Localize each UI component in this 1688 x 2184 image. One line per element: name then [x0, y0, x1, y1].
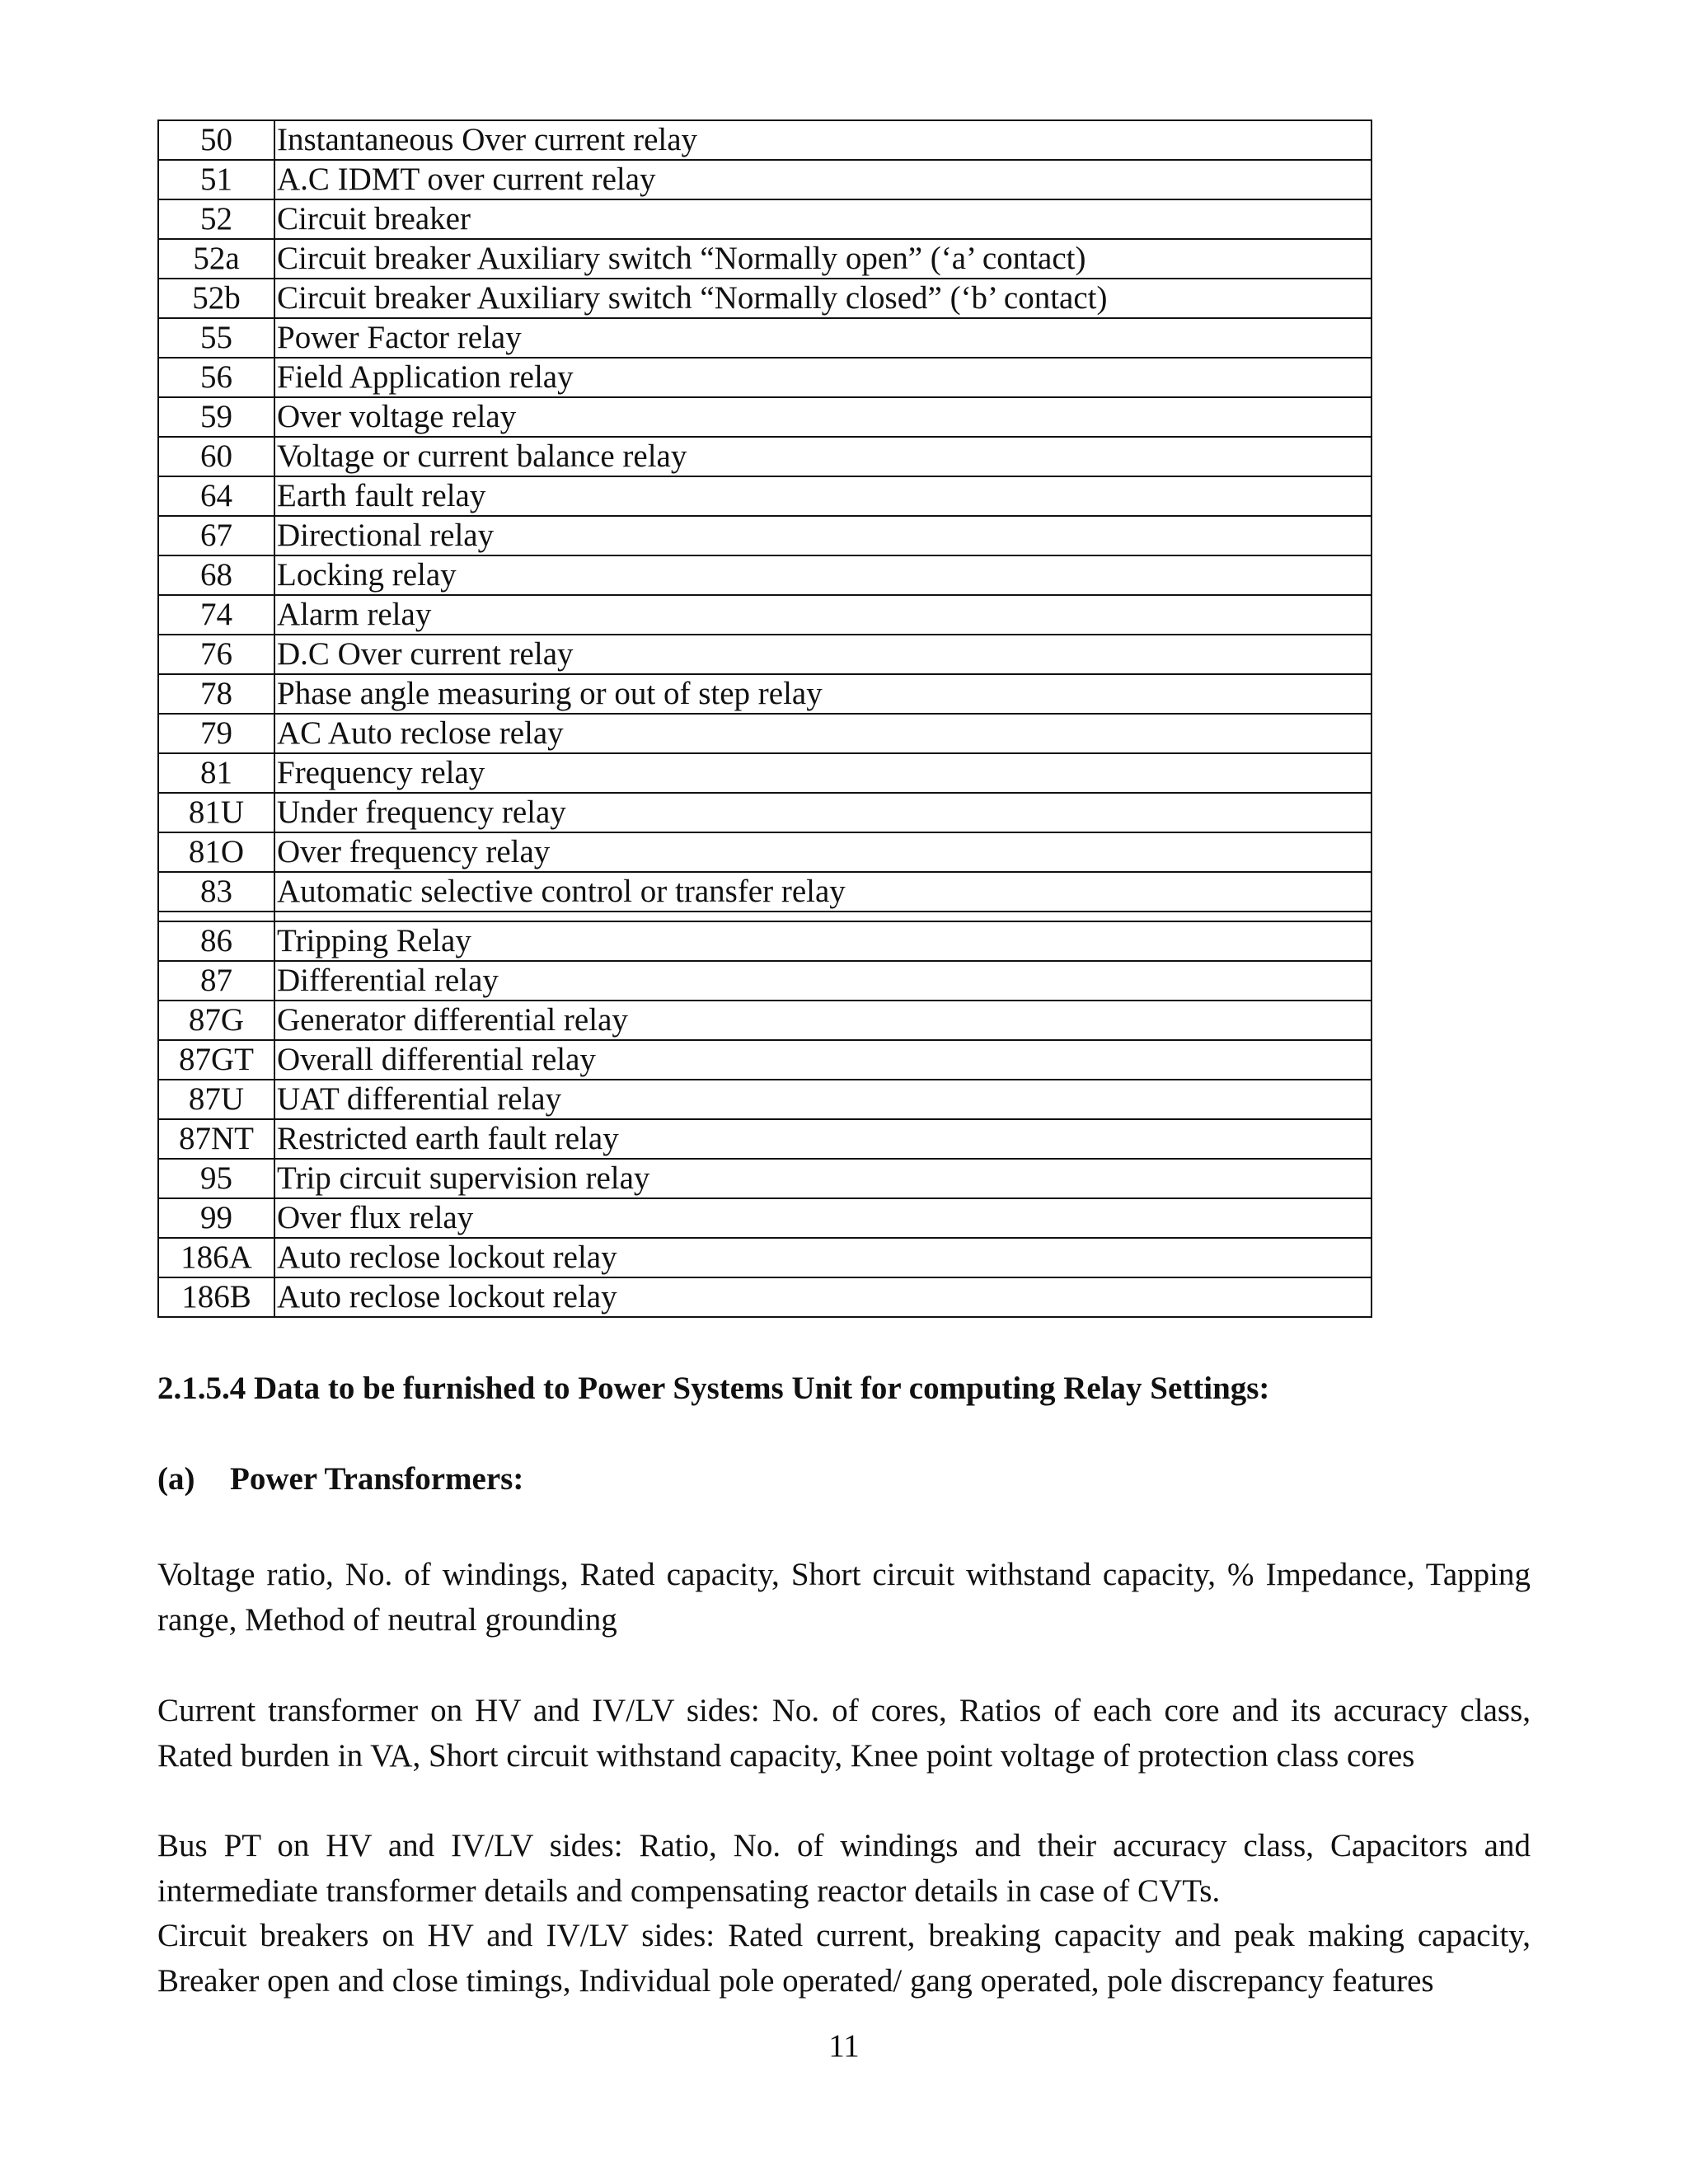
- subsection-marker: (a): [157, 1461, 195, 1497]
- relay-code: 68: [158, 555, 274, 595]
- relay-description: Locking relay: [274, 555, 1372, 595]
- relay-code: 87GT: [158, 1040, 274, 1080]
- relay-description: A.C IDMT over current relay: [274, 160, 1372, 199]
- relay-description: Under frequency relay: [274, 793, 1372, 832]
- table-row: [158, 239, 1372, 279]
- relay-description: Auto reclose lockout relay: [274, 1277, 1372, 1317]
- relay-code: 87G: [158, 1001, 274, 1040]
- table-row: [158, 674, 1372, 714]
- relay-code: 52a: [158, 239, 274, 279]
- relay-code: 51: [158, 160, 274, 199]
- relay-code-table: [157, 120, 1372, 1318]
- relay-description: Trip circuit supervision relay: [274, 1159, 1372, 1198]
- relay-description: Alarm relay: [274, 595, 1372, 635]
- page-number: 11: [828, 2028, 860, 2064]
- relay-description: Auto reclose lockout relay: [274, 1238, 1372, 1277]
- relay-description: Field Application relay: [274, 358, 1372, 397]
- table-row: [158, 318, 1372, 358]
- table-row: [158, 516, 1372, 555]
- relay-code: 56: [158, 358, 274, 397]
- relay-description: Frequency relay: [274, 753, 1372, 793]
- table-row: [158, 1159, 1372, 1198]
- table-row: [158, 1119, 1372, 1159]
- relay-code: 95: [158, 1159, 274, 1198]
- relay-description: Circuit breaker Auxiliary switch “Normally closed” (‘b’ contact): [274, 279, 1372, 318]
- table-row: [158, 555, 1372, 595]
- relay-description: Generator differential relay: [274, 1001, 1372, 1040]
- relay-code: 81O: [158, 832, 274, 872]
- relay-description: Over voltage relay: [274, 397, 1372, 437]
- relay-description: Instantaneous Over current relay: [274, 120, 1372, 160]
- relay-description: Restricted earth fault relay: [274, 1119, 1372, 1159]
- relay-description: Automatic selective control or transfer relay: [274, 872, 1372, 912]
- subsection-heading: [157, 1460, 523, 1497]
- section-heading: 2.1.5.4 Data to be furnished to Power Systems Unit for computing Relay Settings:: [157, 1371, 1270, 1406]
- relay-code: 50: [158, 120, 274, 160]
- paragraph: Voltage ratio, No. of windings, Rated capacity, Short circuit withstand capacity, % Impedance, Tapping range, Method of neutral grounding: [157, 1557, 1531, 1638]
- table-row: [158, 1080, 1372, 1119]
- relay-code: 99: [158, 1198, 274, 1238]
- table-row: [158, 714, 1372, 753]
- relay-description: Phase angle measuring or out of step relay: [274, 674, 1372, 714]
- paragraph: Bus PT on HV and IV/LV sides: Ratio, No. of windings and their accuracy class, Capacitors and intermediate transformer details and compensating reactor details in case of CVTs.: [157, 1828, 1531, 1909]
- table-row: [158, 397, 1372, 437]
- table-row: [158, 279, 1372, 318]
- table-row: [158, 872, 1372, 912]
- relay-code: 79: [158, 714, 274, 753]
- table-row: [158, 793, 1372, 832]
- relay-code: 81: [158, 753, 274, 793]
- relay-code: 186A: [158, 1238, 274, 1277]
- table-row: [158, 753, 1372, 793]
- table-row: [158, 1198, 1372, 1238]
- relay-code: 78: [158, 674, 274, 714]
- relay-description: Circuit breaker Auxiliary switch “Normally open” (‘a’ contact): [274, 239, 1372, 279]
- relay-code: 52b: [158, 279, 274, 318]
- table-row: [158, 160, 1372, 199]
- table-row: [158, 1040, 1372, 1080]
- relay-code: 186B: [158, 1277, 274, 1317]
- relay-code: 59: [158, 397, 274, 437]
- table-row: [158, 635, 1372, 674]
- relay-description: Circuit breaker: [274, 199, 1372, 239]
- table-row: [158, 120, 1372, 160]
- relay-code: 81U: [158, 793, 274, 832]
- table-row: [158, 476, 1372, 516]
- relay-code: 87NT: [158, 1119, 274, 1159]
- relay-description: Over flux relay: [274, 1198, 1372, 1238]
- relay-description: Directional relay: [274, 516, 1372, 555]
- relay-description: AC Auto reclose relay: [274, 714, 1372, 753]
- relay-code: 86: [158, 921, 274, 961]
- relay-code: 52: [158, 199, 274, 239]
- relay-code: 67: [158, 516, 274, 555]
- relay-description: Tripping Relay: [274, 921, 1372, 961]
- relay-description: Differential relay: [274, 961, 1372, 1001]
- relay-description: Over frequency relay: [274, 832, 1372, 872]
- table-row: [158, 1238, 1372, 1277]
- table-row: [158, 1001, 1372, 1040]
- relay-description: Overall differential relay: [274, 1040, 1372, 1080]
- table-row: [158, 358, 1372, 397]
- relay-code: 87U: [158, 1080, 274, 1119]
- table-row: [158, 595, 1372, 635]
- paragraph: Circuit breakers on HV and IV/LV sides: Rated current, breaking capacity and peak making capacity, Breaker open and close timings, Individual pole operated/ gang operated, pole discrepancy features: [157, 1918, 1531, 1999]
- relay-description: Voltage or current balance relay: [274, 437, 1372, 476]
- table-row: [158, 921, 1372, 961]
- relay-code: 74: [158, 595, 274, 635]
- table-row: [158, 199, 1372, 239]
- table-row: [158, 1277, 1372, 1317]
- relay-description: Power Factor relay: [274, 318, 1372, 358]
- relay-code: 55: [158, 318, 274, 358]
- relay-description: UAT differential relay: [274, 1080, 1372, 1119]
- relay-code: 64: [158, 476, 274, 516]
- table-row: [158, 832, 1372, 872]
- subsection-title: Power Transformers:: [230, 1461, 524, 1497]
- relay-code: 87: [158, 961, 274, 1001]
- table-row: [158, 961, 1372, 1001]
- relay-code: 60: [158, 437, 274, 476]
- relay-description: D.C Over current relay: [274, 635, 1372, 674]
- paragraph: Current transformer on HV and IV/LV sides: No. of cores, Ratios of each core and its accuracy class, Rated burden in VA, Short circuit withstand capacity, Knee point voltage of protection class cores: [157, 1693, 1531, 1774]
- relay-code: 83: [158, 872, 274, 912]
- clipped-table-row: [158, 912, 1372, 921]
- table-row: [158, 437, 1372, 476]
- relay-code: 76: [158, 635, 274, 674]
- relay-description: Earth fault relay: [274, 476, 1372, 516]
